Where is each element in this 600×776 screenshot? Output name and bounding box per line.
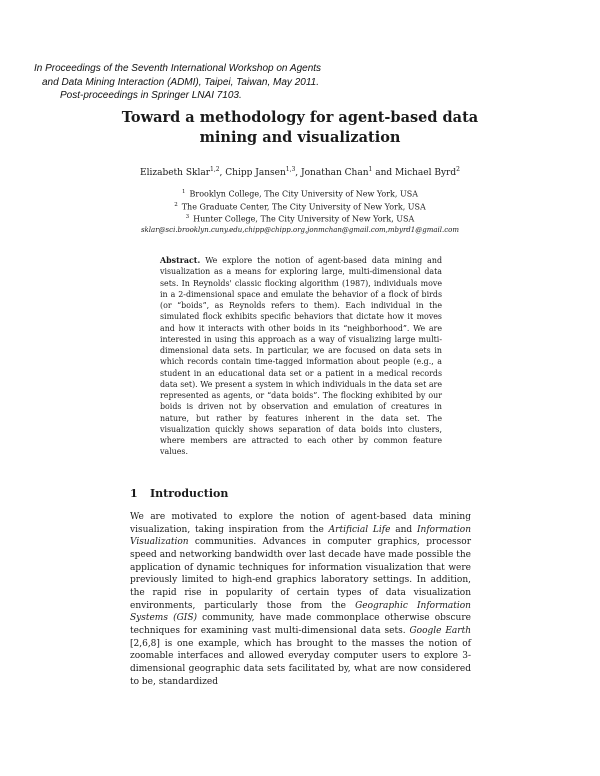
author-name: Michael Byrd: [395, 168, 457, 178]
email-addresses: sklar@sci.brooklyn.cuny.edu,chipp@chipp.org,jonmchan@gmail.com,mbyrd1@gmail.com: [140, 225, 460, 234]
section-number: 1: [130, 487, 138, 500]
body-text: [2,6,8] is one example, which has brought to the masses the notion of zoomable interfaces and allowed everyday computer users to explore 3-dimensional geographic data sets facilitated by, what are now considered to be, standardized: [130, 638, 471, 687]
author-affil-mark: 1: [368, 166, 373, 173]
body-text: and: [390, 524, 417, 535]
title-line-1: Toward a methodology for agent-based data: [121, 109, 479, 126]
author-separator: and: [372, 168, 395, 178]
author-affil-mark: 1,2: [210, 166, 220, 173]
abstract-label: Abstract.: [160, 256, 201, 265]
affiliation-text: The Graduate Center, The City University of New York, USA: [181, 202, 426, 212]
affiliations: [0, 187, 600, 236]
author-affil-mark: 2: [456, 166, 460, 173]
author-name: Elizabeth Sklar: [140, 168, 210, 178]
paper-title: [0, 108, 600, 148]
body-text: We are motivated to explore the notion of agent-based data mining visualization, taking inspiration from the: [130, 512, 471, 535]
affiliation-number: 1: [182, 189, 186, 195]
emphasis-text: Artificial Life: [328, 524, 391, 535]
proceedings-line-1: In Proceedings of the Seventh International Workshop on Agents: [34, 63, 322, 74]
emphasis-text: Google Earth: [409, 625, 471, 636]
proceedings-line-2: and Data Mining Interaction (ADMI), Taipei, Taiwan, May 2011.: [42, 76, 319, 88]
affiliation-text: Brooklyn College, The City University of New York, USA: [189, 189, 418, 199]
affiliation-number: 2: [174, 201, 178, 208]
affiliation-text: Hunter College, The City University of New York, USA: [193, 214, 415, 224]
abstract: [160, 255, 442, 458]
proceedings-note: [34, 62, 534, 103]
affiliation-item: [0, 212, 600, 225]
section-heading: [130, 487, 228, 500]
author-name: Chipp Jansen: [225, 168, 286, 178]
author-name: Jonathan Chan: [301, 168, 369, 178]
affiliation-number: 3: [185, 214, 190, 221]
emphasis-text: Information Visualization: [130, 524, 471, 548]
abstract-text: We explore the notion of agent-based data mining and visualization as a means for exploring large, multi-dimensional data sets. In Reynolds' classic flocking algorithm (1987), individuals move in a 2-dimensional space and emulate the behavior of a flock of birds (or “boids”, as Reynolds refers to them). Each individual in the simulated flock exhibits specific behaviors that dictate how it moves and how it interacts with other boids in its “neighborhood”. We are interested in using this approach as a way of visualizing large multi-dimensional data sets. In particular, we are focused on data sets in which records contain time-tagged information about people (e.g., a student in an educational data set or a patient in a medical records data set). We present a system in which individuals in the data set are represented as agents, or “data boids”. The flocking exhibited by our boids is driven not by observation and emulation of creatures in nature, but rather by features inherent in the data set. The visualization quickly shows separation of data boids into clusters, where members are attracted to each other by common feature values.: [160, 256, 443, 457]
author-separator: ,: [219, 168, 226, 178]
author-list: [0, 166, 600, 178]
affiliation-item: [0, 200, 600, 213]
intro-paragraph: [130, 511, 471, 688]
emphasis-text: Geographic Information Systems (GIS): [130, 600, 471, 624]
proceedings-line-3: Post-proceedings in Springer LNAI 7103.: [60, 90, 242, 101]
author-affil-mark: 1,3: [285, 166, 296, 173]
section-title: Introduction: [150, 487, 229, 500]
title-line-2: mining and visualization: [199, 129, 401, 146]
affiliation-item: [0, 187, 600, 200]
body-text: communities. Advances in computer graphics, processor speed and networking bandwidth over last decade have made possible the application of dynamic techniques for information visualization that were previously limited to high-end graphics laboratory settings. In addition, the rapid rise in popularity of certain types of data visualization environments, particularly those from the: [130, 537, 471, 611]
author-separator: ,: [295, 168, 302, 178]
body-text: community, have made commonplace otherwise obscure techniques for examining vast multi-dimensional data sets.: [130, 613, 471, 636]
